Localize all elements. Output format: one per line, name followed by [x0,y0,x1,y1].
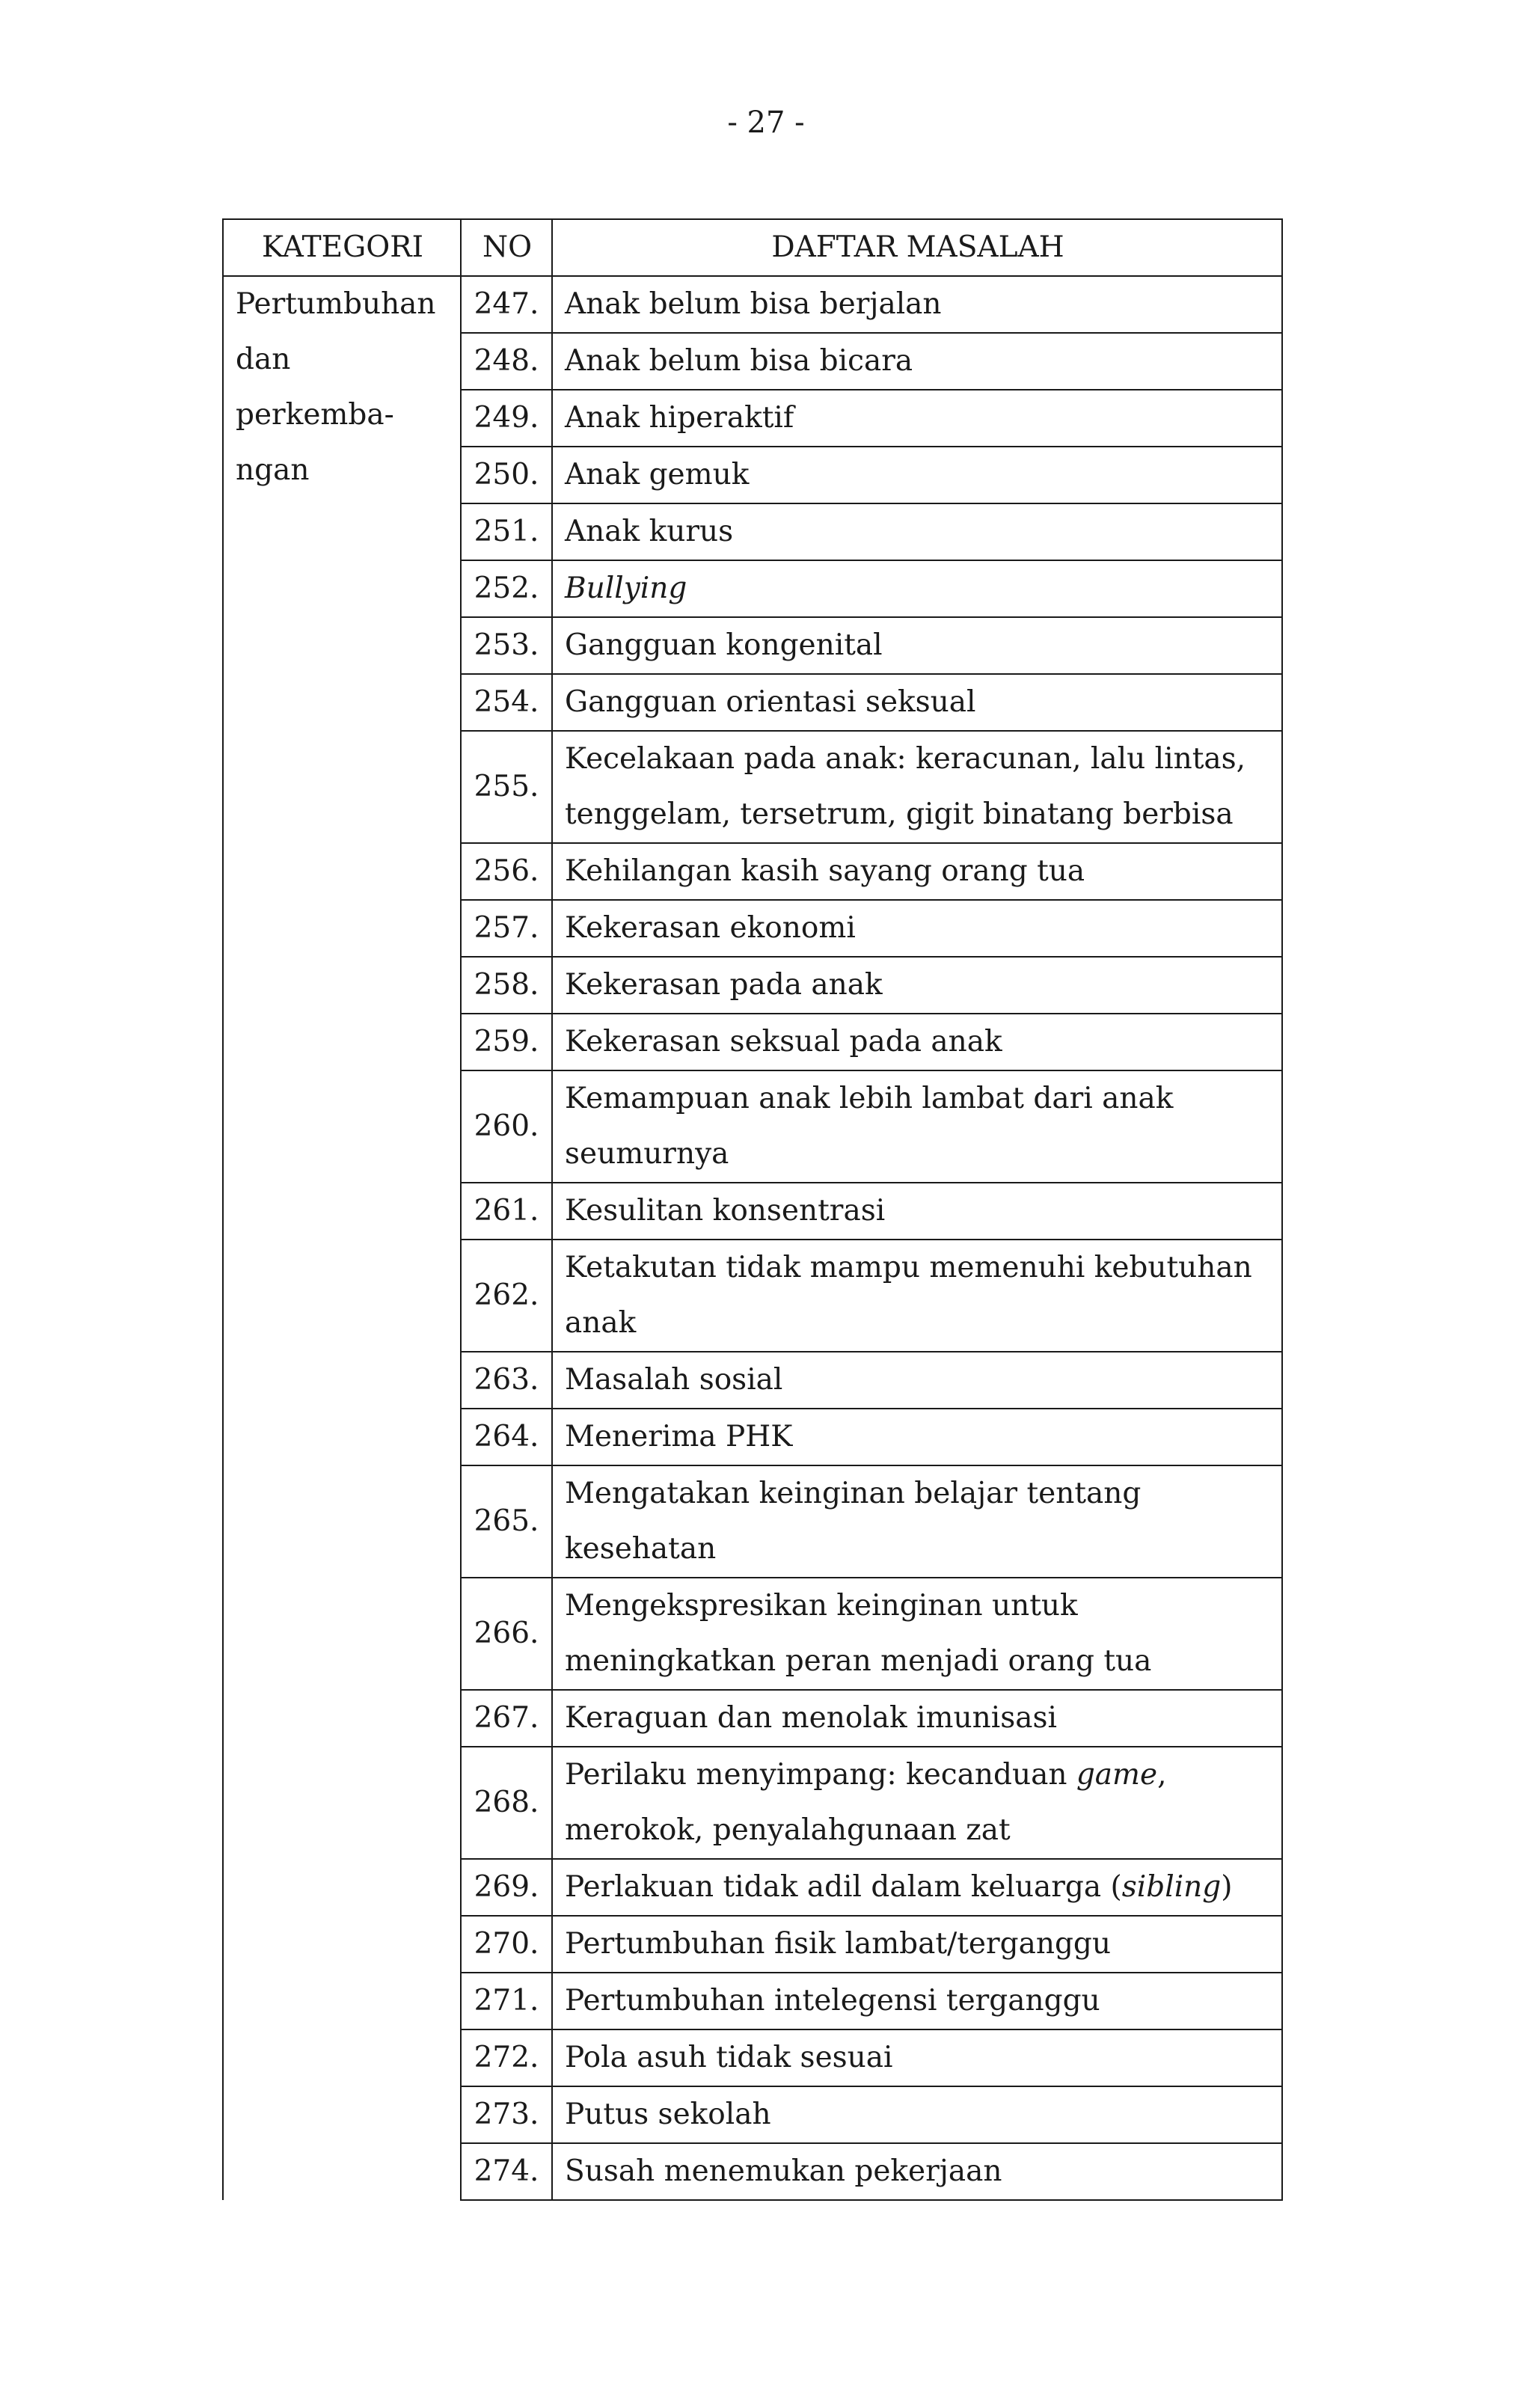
kategori-line: Pertumbuhan [236,287,436,321]
row-number: 262. [461,1240,552,1352]
row-number: 270. [461,1916,552,1973]
masalah-text [552,617,1282,674]
masalah-text [552,674,1282,731]
masalah-text [552,1183,1282,1240]
row-number: 264. [461,1409,552,1465]
text-segment: Susah menemukan pekerjaan [565,2154,1002,2188]
masalah-text [552,276,1282,333]
row-number: 248. [461,333,552,390]
masalah-text [552,1578,1282,1690]
masalah-text [552,390,1282,447]
row-number: 260. [461,1070,552,1183]
row-number: 271. [461,1973,552,2029]
row-number: 247. [461,276,552,333]
italic-term: sibling [1121,1870,1222,1904]
text-segment: Menerima PHK [565,1420,793,1453]
table-row [223,276,1282,333]
row-number: 258. [461,957,552,1014]
text-segment: Kekerasan seksual pada anak [565,1025,1002,1059]
text-segment: Anak belum bisa berjalan [565,287,942,321]
masalah-text [552,900,1282,957]
masalah-text [552,1014,1282,1070]
row-number: 268. [461,1747,552,1859]
row-number: 261. [461,1183,552,1240]
masalah-text [552,1465,1282,1578]
text-segment: ) [1221,1870,1233,1904]
text-segment: , merokok, penyalahgunaan zat [565,1758,1167,1847]
row-number: 269. [461,1859,552,1916]
text-segment: Kecelakaan pada anak: keracunan, lalu lintas, tenggelam, tersetrum, gigit binatang berbisa [565,742,1246,831]
text-segment: Kehilangan kasih sayang orang tua [565,854,1085,888]
masalah-text [552,1352,1282,1409]
masalah-text [552,1690,1282,1747]
row-number: 254. [461,674,552,731]
header-no: NO [461,219,552,276]
header-daftar-masalah: DAFTAR MASALAH [552,219,1282,276]
row-number: 249. [461,390,552,447]
row-number: 263. [461,1352,552,1409]
daftar-masalah-table [222,218,1283,2201]
text-segment: Kekerasan pada anak [565,968,883,1002]
kategori-line: dan [236,343,291,376]
masalah-text [552,503,1282,560]
row-number: 252. [461,560,552,617]
masalah-text [552,1859,1282,1916]
row-number: 253. [461,617,552,674]
masalah-text [552,1409,1282,1465]
text-segment: Kesulitan konsentrasi [565,1194,886,1228]
text-segment: Gangguan kongenital [565,628,883,662]
masalah-text [552,2086,1282,2143]
text-segment: Masalah sosial [565,1363,783,1397]
header-kategori: KATEGORI [223,219,461,276]
text-segment: Anak kurus [565,515,734,548]
text-segment: Ketakutan tidak mampu memenuhi kebutuhan anak [565,1251,1252,1340]
italic-term: game [1076,1758,1158,1792]
row-number: 250. [461,447,552,503]
kategori-line: perkemba- [236,398,394,432]
masalah-text [552,1973,1282,2029]
text-segment: Anak gemuk [565,458,750,491]
row-number: 255. [461,731,552,843]
text-segment: Pertumbuhan intelegensi terganggu [565,1984,1100,2018]
row-number: 266. [461,1578,552,1690]
row-number: 274. [461,2143,552,2200]
row-number: 259. [461,1014,552,1070]
text-segment: Perilaku menyimpang: kecanduan [565,1758,1076,1792]
text-segment: Kemampuan anak lebih lambat dari anak seumurnya [565,1082,1174,1171]
row-number: 251. [461,503,552,560]
row-number: 265. [461,1465,552,1578]
masalah-text [552,1916,1282,1973]
text-segment: Keraguan dan menolak imunisasi [565,1701,1057,1735]
text-segment: Pertumbuhan fisik lambat/terganggu [565,1927,1111,1961]
table-header-row [223,219,1282,276]
kategori-cell [223,276,461,2200]
masalah-text [552,957,1282,1014]
row-number: 257. [461,900,552,957]
italic-term: Bullying [565,572,687,605]
table-body [223,276,1282,2200]
row-number: 273. [461,2086,552,2143]
kategori-line: ngan [236,453,310,487]
masalah-text [552,1070,1282,1183]
masalah-text [552,333,1282,390]
text-segment: Putus sekolah [565,2098,771,2131]
text-segment: Mengekspresikan keinginan untuk meningkatkan peran menjadi orang tua [565,1589,1152,1678]
masalah-text [552,1747,1282,1859]
masalah-text [552,560,1282,617]
masalah-text [552,731,1282,843]
masalah-text [552,447,1282,503]
text-segment: Gangguan orientasi seksual [565,685,976,719]
text-segment: Anak hiperaktif [565,401,794,435]
row-number: 272. [461,2029,552,2086]
text-segment: Kekerasan ekonomi [565,911,856,945]
masalah-text [552,1240,1282,1352]
row-number: 256. [461,843,552,900]
text-segment: Pola asuh tidak sesuai [565,2041,893,2074]
page-number: - 27 - [727,105,805,140]
masalah-text [552,2143,1282,2200]
masalah-text [552,843,1282,900]
text-segment: Anak belum bisa bicara [565,344,913,378]
text-segment: Mengatakan keinginan belajar tentang kesehatan [565,1477,1142,1566]
row-number: 267. [461,1690,552,1747]
text-segment: Perlakuan tidak adil dalam keluarga ( [565,1870,1122,1904]
masalah-text [552,2029,1282,2086]
